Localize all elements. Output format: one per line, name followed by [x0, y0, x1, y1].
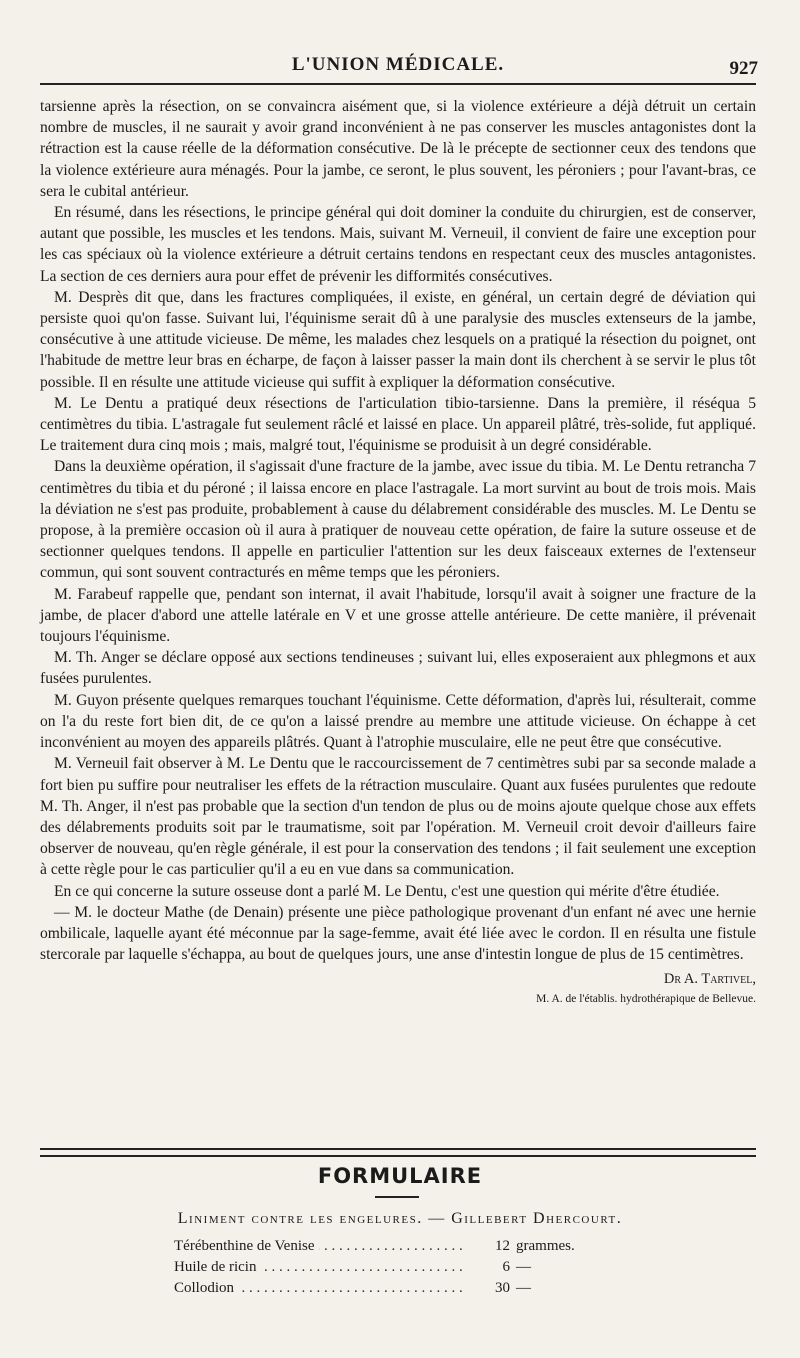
ingredient-list — [174, 1238, 594, 1301]
ingredient-row — [174, 1259, 594, 1280]
ingredient-name: Collodion — [174, 1280, 238, 1297]
ingredient-name: Huile de ricin — [174, 1259, 260, 1276]
paragraph: M. Le Dentu a pratiqué deux résections de l'articulation tibio-tarsienne. Dans la première, il réséqua 5 centimètres du tibia. L'astragale fut seulement râclé et laissé en place. Un appareil plâtré, très-solide, fut appliqué. Le traitement dura cinq mois ; mais, malgré tout, l'équinisme se produisit à un degré considérable. — [40, 394, 756, 455]
author-name: Dr A. Tartivel, — [663, 971, 756, 988]
paragraph: — M. le docteur Mathe (de Denain) présente une pièce pathologique provenant d'un enfant né avec une hernie ombilicale, laquelle ayant été méconnue par la sage-femme, avait été liée avec le cordon. Il en résulta une fistule stercorale par laquelle s'échappa, au bout de quelques jours, une anse d'intestin longue de plus de 15 centimètres. — [40, 903, 756, 964]
paragraph: M. Th. Anger se déclare opposé aux sections tendineuses ; suivant lui, elles exposeraient aux phlegmons et aux fusées purulentes. — [40, 649, 756, 688]
paragraph: M. Verneuil fait observer à M. Le Dentu que le raccourcissement de 7 centimètres subi par sa seconde malade a fort bien pu suffire pour neutraliser les effets de la rétraction musculaire. Quant aux fusées purulentes que redoute M. Th. Anger, il n'est pas probable que la section d'un tendon de plus ou de moins ajoute quelque chose aux effets des délabrements produits soit par le traumatisme, soit par l'opération. M. Verneuil croit devoir d'ailleurs faire observer de nouveau, qu'en règle générale, il est pour la conservation des tendons ; il fait seulement une exception à cette règle pour le cas particulier qu'il a eu en vue dans sa communication. — [40, 755, 756, 879]
paragraph: En ce qui concerne la suture osseuse dont a parlé M. Le Dentu, c'est une question qui mérite d'être étudiée. — [54, 882, 720, 900]
ingredient-name: Térébenthine de Venise — [174, 1238, 319, 1255]
ingredient-quantity: 6 — [502, 1259, 510, 1275]
formulaire-title: FORMULAIRE — [317, 1164, 483, 1188]
author-signature — [40, 969, 756, 990]
title-underline — [375, 1196, 419, 1198]
paragraph: M. Desprès dit que, dans les fractures compliquées, il existe, en général, un certain degré de déviation qui persiste quoi qu'on fasse. Suivant lui, l'équinisme serait dû à une paralysie des muscles extenseurs de la jambe, consécutive à une attitude vicieuse. De même, les malades chez lesquels on a pratiqué la résection du poignet, ont l'habitude de mettre leur bras en écharpe, de façon à laisser passer la main dont ils cherchent à se servir le plus tôt possible. Il en résulte une attitude vicieuse qui suffit à expliquer la déformation consécutive. — [40, 288, 756, 391]
recipe-title: Liniment contre les engelures. — Gillebert Dhercourt. — [177, 1210, 623, 1227]
ingredient-unit: — — [516, 1280, 531, 1296]
paragraph: En résumé, dans les résections, le principe général qui doit dominer la conduite du chirurgien, est de conserver, autant que possible, les muscles et les tendons. Mais, suivant M. Verneuil, il convient de faire une exception pour les cas spéciaux où la violence extérieure a détruit certains tendons en respectant ceux des muscles antagonistes. La section de ces derniers aura pour effet de prévenir les difformités consécutives. — [40, 204, 756, 285]
ingredient-unit: grammes. — [516, 1238, 575, 1254]
section-divider — [40, 1148, 756, 1157]
page-number: 927 — [729, 58, 758, 79]
ingredient-quantity: 12 — [495, 1238, 510, 1254]
ingredient-row — [174, 1280, 594, 1301]
page-header — [40, 0, 756, 78]
ingredient-quantity: 30 — [495, 1280, 510, 1296]
paragraph: M. Guyon présente quelques remarques touchant l'équinisme. Cette déformation, d'après lui, résulterait, comme on l'a du reste fort bien dit, de ce qu'on a laissé prendre au membre une attitude vicieuse. On échappe à cet inconvénient au moyen des appareils plâtrés. Quant à l'atrophie musculaire, elle ne peut être que consécutive. — [40, 691, 756, 752]
paragraph: tarsienne après la résection, on se convaincra aisément que, si la violence extérieure a déjà détruit un certain nombre de muscles, il ne saurait y avoir grand inconvénient à ne pas conserver les muscles antagonistes dont la rétraction est la cause réelle de la déformation consécutive. De là le précepte de sectionner ceux des tendons que la violence extérieure aura ménagés. Pour la jambe, ce seront, le plus souvent, les péroniers ; pour l'avant-bras, ce sera le cubital antérieur. — [40, 98, 756, 200]
ingredient-row — [174, 1238, 594, 1259]
paragraph: M. Farabeuf rappelle que, pendant son internat, il avait l'habitude, lorsqu'il avait à soigner une fracture de la jambe, de placer d'abord une attelle latérale en V et une grosse attelle antérieure. De cette manière, il prévenait toujours l'équinisme. — [40, 585, 756, 646]
header-rule — [40, 83, 756, 85]
article-body — [40, 96, 756, 1008]
author-affiliation: M. A. de l'établis. hydrothérapique de Bellevue. — [536, 993, 756, 1006]
running-title: L'UNION MÉDICALE. — [291, 54, 505, 75]
paragraph: Dans la deuxième opération, il s'agissait d'une fracture de la jambe, avec issue du tibia. M. Le Dentu retrancha 7 centimètres du tibia et du péroné ; il laissa encore en place l'astragale. La mort survint au bout de trois mois. Mais la déviation ne s'est pas produite, probablement à cause du délabrement considérable des muscles. M. Le Dentu se propose, à la première occasion où il aura à pratiquer de nouveau cette opération, de faire la suture osseuse et de sectionner quelques tendons. Il appelle en particulier l'attention sur les deux faisceaux externes de l'extenseur commun, qui sont souvent contracturés en même temps que les péroniers. — [40, 458, 756, 582]
ingredient-unit: — — [516, 1259, 531, 1275]
